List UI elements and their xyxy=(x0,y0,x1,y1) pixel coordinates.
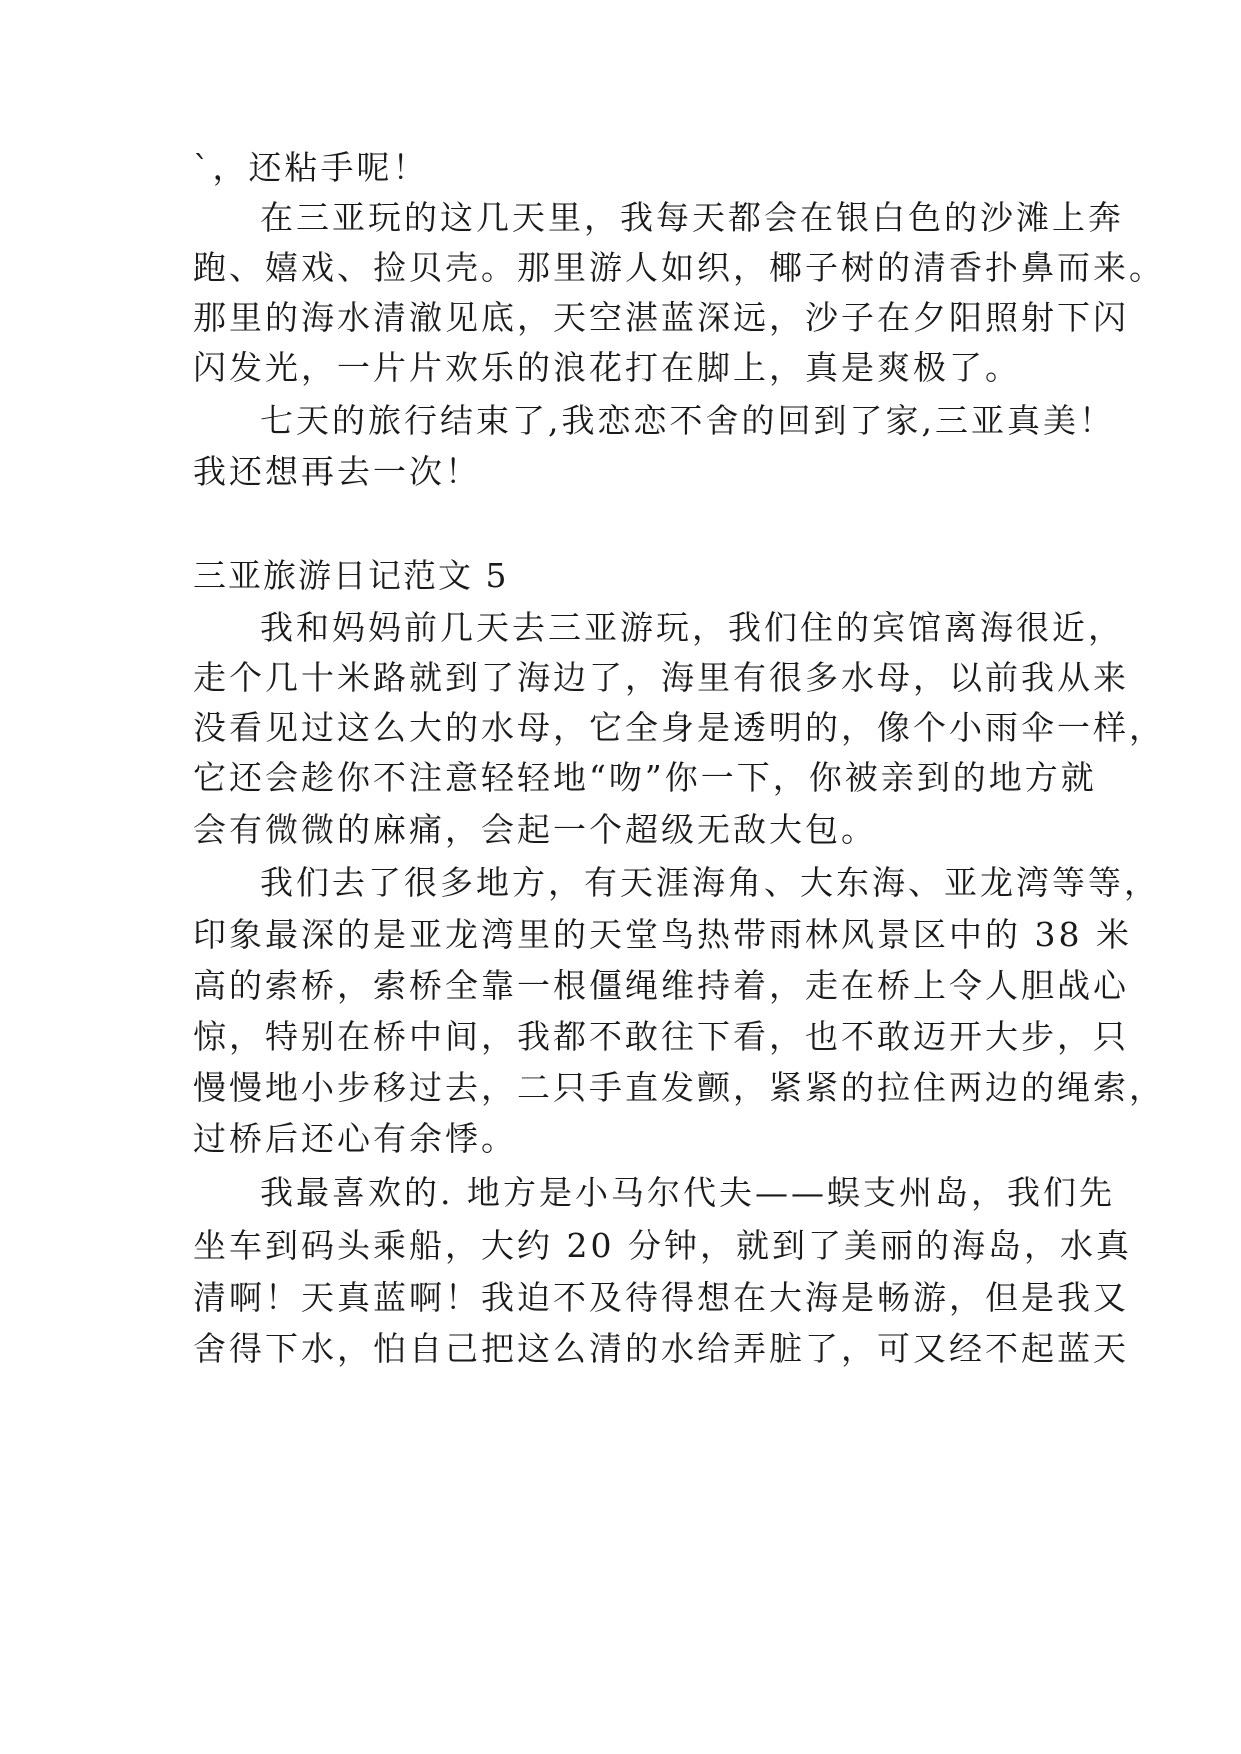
text-line: 它还会趁你不注意轻轻地“吻”你一下，你被亲到的地方就 xyxy=(193,758,1097,797)
text-line: 那里的海水清澈见底，天空湛蓝深远，沙子在夕阳照射下闪 xyxy=(193,298,1129,337)
text-line: 高的索桥，索桥全靠一根僵绳维持着，走在桥上令人胆战心 xyxy=(193,966,1129,1005)
section-heading: 三亚旅游日记范文 5 xyxy=(193,556,509,595)
paragraph-start: 在三亚玩的这几天里，我每天都会在银白色的沙滩上奔 xyxy=(260,198,1124,237)
text-line: 过桥后还心有余悸。 xyxy=(193,1119,517,1158)
text-line: 跑、嬉戏、捡贝壳。那里游人如织，椰子树的清香扑鼻而来。 xyxy=(193,248,1165,287)
text-line: 印象最深的是亚龙湾里的天堂鸟热带雨林风景区中的 38 米 xyxy=(193,915,1132,954)
text-line: 闪发光，一片片欢乐的浪花打在脚上，真是爽极了。 xyxy=(193,348,1021,387)
text-line: 走个几十米路就到了海边了，海里有很多水母，以前我从来 xyxy=(193,658,1129,697)
text-line: 我还想再去一次！ xyxy=(193,452,481,491)
paragraph-start: 七天的旅行结束了,我恋恋不舍的回到了家,三亚真美！ xyxy=(260,401,1115,440)
text-line: 没看见过这么大的水母，它全身是透明的，像个小雨伞一样， xyxy=(193,708,1165,747)
text-line: 清啊！天真蓝啊！我迫不及待得想在大海是畅游，但是我又 xyxy=(193,1278,1129,1317)
text-line: 慢慢地小步移过去，二只手直发颤，紧紧的拉住两边的绳索， xyxy=(193,1068,1165,1107)
paragraph-start: 我们去了很多地方，有天涯海角、大东海、亚龙湾等等， xyxy=(260,863,1160,902)
text-line: 会有微微的麻痛，会起一个超级无敌大包。 xyxy=(193,810,877,849)
text-line: 坐车到码头乘船，大约 20 分钟，就到了美丽的海岛，水真 xyxy=(193,1226,1132,1265)
text-line: 舍得下水，怕自己把这么清的水给弄脏了，可又经不起蓝天 xyxy=(193,1329,1129,1368)
text-line: 惊，特别在桥中间，我都不敢往下看，也不敢迈开大步，只 xyxy=(193,1017,1129,1056)
paragraph-start: 我和妈妈前几天去三亚游玩，我们住的宾馆离海很近， xyxy=(260,608,1124,647)
paragraph-start: 我最喜欢的. 地方是小马尔代夫——蜈支州岛，我们先 xyxy=(260,1173,1115,1212)
text-line: `，还粘手呢！ xyxy=(193,148,429,187)
